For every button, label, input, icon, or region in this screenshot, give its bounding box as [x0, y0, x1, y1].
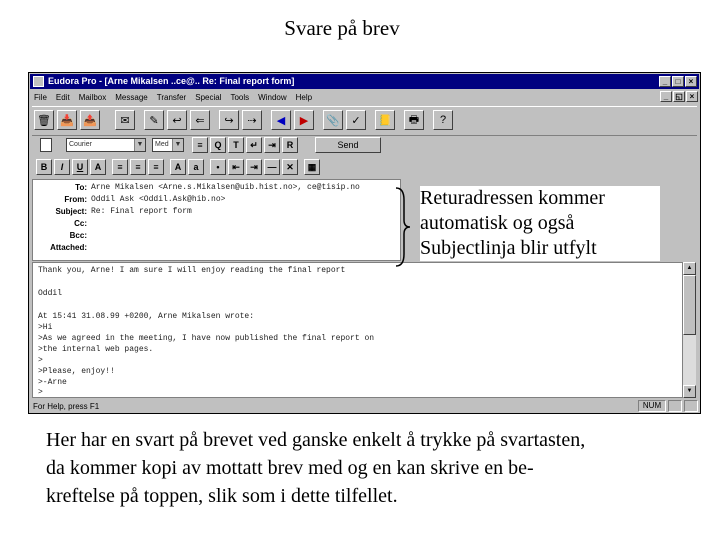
signature-icon[interactable]: ≡ [192, 137, 208, 153]
attach-file-icon[interactable]: 📎 [323, 110, 343, 130]
trash-icon[interactable]: 🗑 [34, 110, 54, 130]
menu-special[interactable]: Special [195, 92, 222, 102]
header-value: Re: Final report form [91, 207, 192, 216]
horizontal-rule-icon[interactable]: — [264, 159, 280, 175]
insert-table-icon[interactable]: ▦ [304, 159, 320, 175]
minimize-button[interactable]: _ [659, 76, 671, 87]
window-titlebar [30, 74, 699, 89]
align-center-icon[interactable]: ≡ [130, 159, 146, 175]
scroll-down-icon[interactable]: ▼ [683, 385, 696, 398]
header-row-cc[interactable] [33, 219, 400, 229]
menubar [30, 90, 699, 104]
reply-icon[interactable]: ↩ [167, 110, 187, 130]
doc-close-button[interactable]: × [686, 91, 698, 102]
caption-line: kreftelse på toppen, slik som i dette tilfellet. [46, 485, 398, 507]
callout-line: Returadressen kommer [420, 187, 605, 209]
redirect-icon[interactable]: ⇢ [242, 110, 262, 130]
outdent-icon[interactable]: ⇤ [228, 159, 244, 175]
close-button[interactable]: × [685, 76, 697, 87]
status-cell [668, 400, 682, 412]
scroll-up-icon[interactable]: ▲ [683, 262, 696, 275]
status-cell [684, 400, 698, 412]
body-line: > [38, 388, 43, 397]
message-headers [32, 179, 401, 261]
body-line: >-Arne [38, 378, 67, 387]
indent-icon[interactable]: ⇥ [246, 159, 262, 175]
callout-brace [394, 186, 418, 268]
status-text: For Help, press F1 [33, 402, 100, 411]
body-scrollbar[interactable] [682, 262, 696, 398]
header-row-subject[interactable] [33, 207, 400, 217]
text-as-attachment-icon[interactable]: T [228, 137, 244, 153]
body-line: Thank you, Arne! I am sure I will enjoy reading the final report [38, 266, 346, 275]
spell-check-icon[interactable]: ✓ [346, 110, 366, 130]
chevron-down-icon: ▼ [134, 139, 145, 151]
callout-line: automatisk og også [420, 212, 575, 234]
font-combo[interactable] [66, 138, 146, 152]
maximize-button[interactable]: □ [672, 76, 684, 87]
main-toolbar [32, 106, 697, 136]
body-line: At 15:41 31.08.99 +0200, Arne Mikalsen wrote: [38, 312, 255, 321]
header-row-to[interactable] [33, 183, 400, 193]
slide-caption [46, 426, 712, 510]
text-color-icon[interactable]: A [90, 159, 106, 175]
scroll-thumb[interactable] [683, 275, 696, 335]
header-label: Cc: [74, 219, 87, 228]
header-label: Bcc: [69, 231, 87, 240]
underline-button[interactable]: U [72, 159, 88, 175]
address-book-icon[interactable]: 📒 [375, 110, 395, 130]
caption-line: da kommer kopi av mottatt brev med og en kan skrive en be- [46, 457, 534, 479]
bullet-list-icon[interactable]: • [210, 159, 226, 175]
in-mailbox-icon[interactable]: 📥 [57, 110, 77, 130]
doc-minimize-button[interactable]: _ [660, 91, 672, 102]
menu-transfer[interactable]: Transfer [156, 92, 187, 102]
clear-formatting-icon[interactable]: ✕ [282, 159, 298, 175]
print-icon[interactable]: 🖶 [404, 110, 424, 130]
header-row-bcc[interactable] [33, 231, 400, 241]
new-message-icon[interactable]: ✎ [144, 110, 164, 130]
align-left-icon[interactable]: ≡ [112, 159, 128, 175]
menu-help[interactable]: Help [295, 92, 313, 102]
status-bar [30, 400, 699, 413]
tabs-in-body-icon[interactable]: ⇥ [264, 137, 280, 153]
body-line: >As we agreed in the meeting, I have now published the final report on [38, 334, 375, 343]
header-value: Oddil Ask <Oddil.Ask@hib.no> [91, 195, 226, 204]
body-line: >Please, enjoy!! [38, 367, 115, 376]
size-combo[interactable] [152, 138, 184, 152]
align-right-icon[interactable]: ≡ [148, 159, 164, 175]
message-body[interactable] [32, 262, 684, 398]
bold-button[interactable]: B [36, 159, 52, 175]
callout-line: Subjectlinja blir utfylt [420, 237, 597, 259]
italic-button[interactable]: I [54, 159, 70, 175]
menu-mailbox[interactable]: Mailbox [78, 92, 107, 102]
header-value: Arne Mikalsen <Arne.s.Mikalsen@uib.hist.no>, ce@tisip.no [91, 183, 360, 192]
next-message-icon[interactable]: ▶ [294, 110, 314, 130]
body-line: > [38, 356, 43, 365]
size-combo-value: Med [155, 141, 169, 148]
callout-text [420, 186, 660, 261]
window-title: Eudora Pro - [Arne Mikalsen ..ce@.. Re: Final report form] [48, 76, 295, 86]
menu-edit[interactable]: Edit [55, 92, 70, 102]
header-label: Subject: [55, 207, 87, 216]
quoted-printable-icon[interactable]: Q [210, 137, 226, 153]
help-icon[interactable]: ? [433, 110, 453, 130]
menu-message[interactable]: Message [115, 92, 148, 102]
body-line: >Hi [38, 323, 53, 332]
word-wrap-icon[interactable]: ↵ [246, 137, 262, 153]
header-row-attached[interactable] [33, 243, 400, 253]
menu-window[interactable]: Window [258, 92, 287, 102]
compose-toolbar [32, 136, 697, 154]
font-combo-value: Courier [69, 141, 92, 148]
header-row-from[interactable] [33, 195, 400, 205]
format-toolbar [32, 156, 697, 178]
caption-line: Her har en svart på brevet ved ganske enkelt å trykke på svartasten, [46, 429, 586, 451]
chevron-down-icon: ▼ [172, 139, 183, 151]
check-mail-icon[interactable]: ✉ [115, 110, 135, 130]
forward-icon[interactable]: ↪ [219, 110, 239, 130]
slide-title: Svare på brev [284, 16, 400, 40]
header-label: Attached: [50, 243, 87, 252]
reply-all-icon[interactable]: ⇐ [190, 110, 210, 130]
font-smaller-icon[interactable]: a [188, 159, 204, 175]
body-line: Oddil [38, 289, 63, 298]
keep-copy-icon[interactable]: R [282, 137, 298, 153]
body-line: >the internal web pages. [38, 345, 154, 354]
num-lock-indicator: NUM [638, 400, 666, 412]
menu-file[interactable]: File [34, 92, 47, 102]
priority-combo[interactable] [40, 138, 52, 152]
font-larger-icon[interactable]: A [170, 159, 186, 175]
header-label: From: [64, 195, 87, 204]
send-button[interactable]: Send [315, 137, 381, 153]
header-label: To: [75, 183, 87, 192]
out-mailbox-icon[interactable]: 📤 [80, 110, 100, 130]
eudora-app-icon [33, 76, 44, 87]
doc-restore-button[interactable]: ◱ [673, 91, 685, 102]
menu-tools[interactable]: Tools [230, 92, 250, 102]
previous-message-icon[interactable]: ◀ [271, 110, 291, 130]
